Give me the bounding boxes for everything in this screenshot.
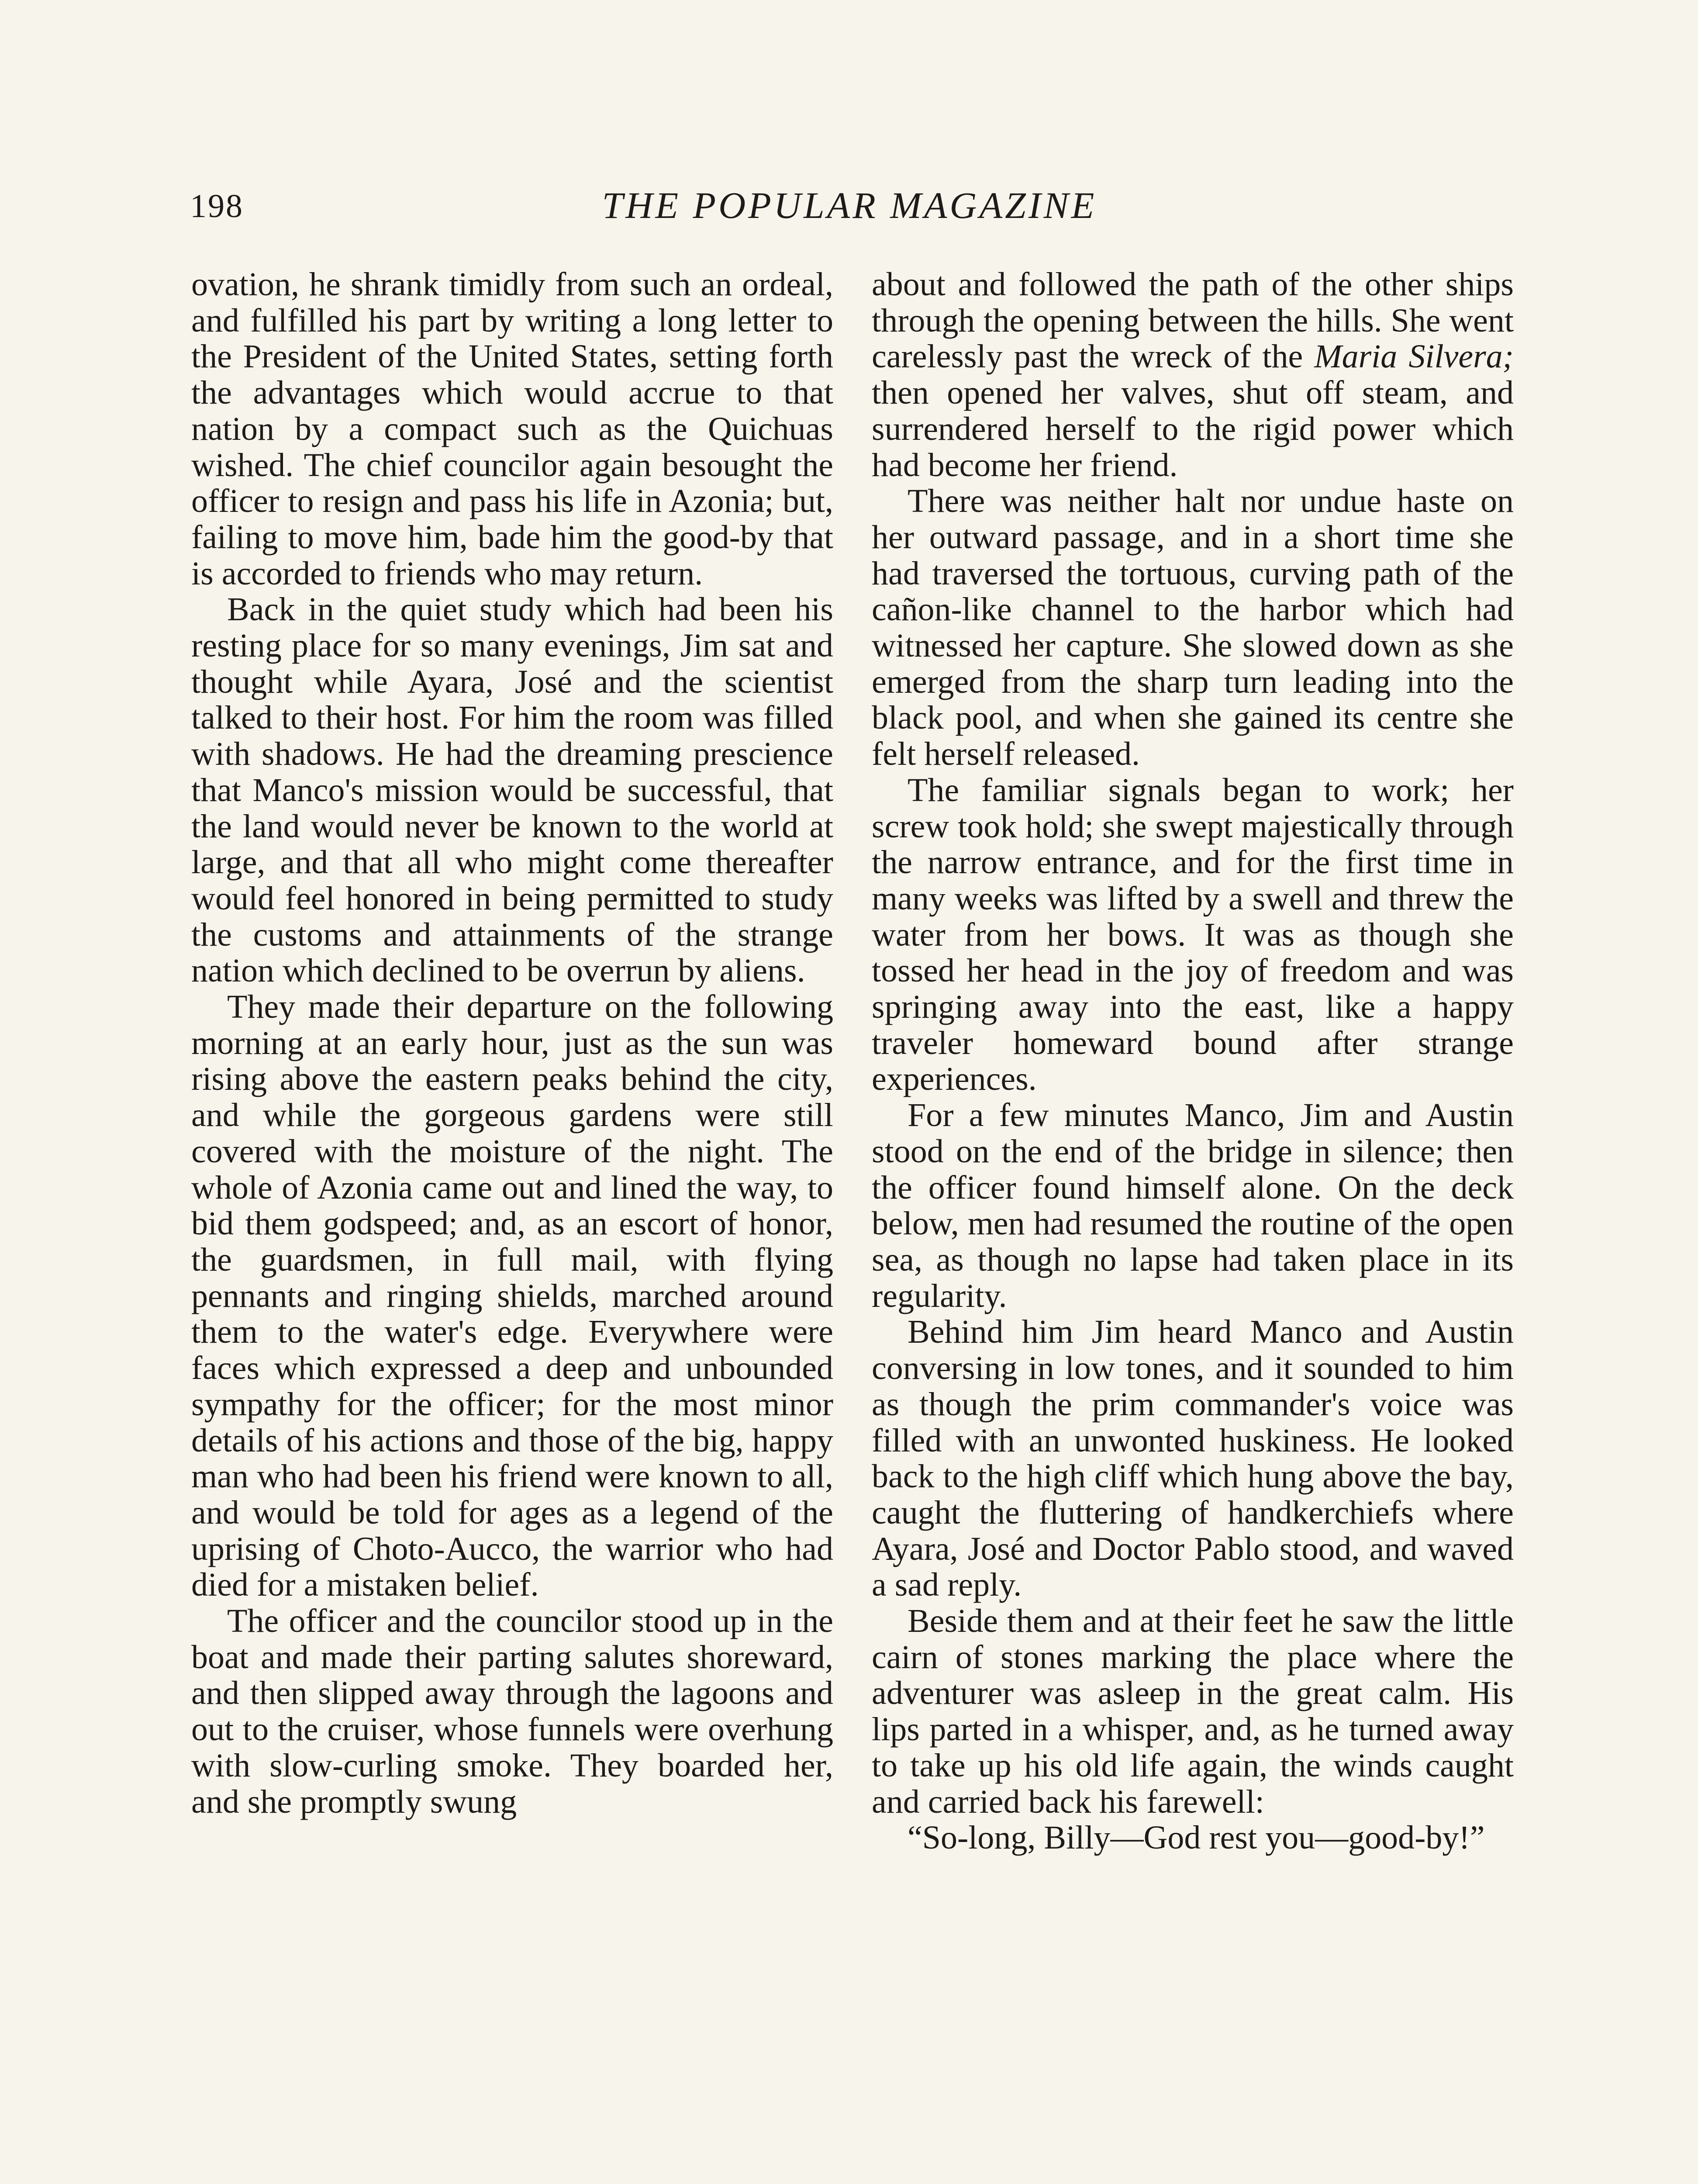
ship-name: Maria Silvera; [1314,338,1514,375]
page-number: 198 [190,188,244,225]
paragraph: Behind him Jim heard Manco and Austin conversing in low tones, and it sounded to him as though the prim commander's voice was filled with an unwonted huskiness. He looked back to the high cliff which hung above the bay, caught the fluttering of handkerchiefs where Ayara, José and Doctor Pablo stood, and waved a sad reply. [872,1313,1514,1603]
paragraph: The officer and the councilor stood up in the boat and made their parting salutes shoreward, and then slipped away through the lagoons and out to the cruiser, whose funnels were overhung with slow-curling smoke. They boarded her, and she promptly swung [191,1603,833,1820]
paragraph: Beside them and at their feet he saw the little cairn of stones marking the place where the adventurer was asleep in the great calm. His lips parted in a whisper, and, as he turned away to take up his old life again, the winds caught and carried back his farewell: [872,1603,1514,1820]
running-title: THE POPULAR MAGAZINE [602,184,1097,226]
right-text-column [872,266,1514,2184]
paragraph: There was neither halt nor undue haste on her outward passage, and in a short time she had traversed the tortuous, curving path of the cañon-like channel to the harbor which had witnessed her capture. She slowed down as she emerged from the sharp turn leading into the black pool, and when she gained its centre she felt herself released. [872,483,1514,773]
left-text-column [191,266,833,2184]
paragraph: Back in the quiet study which had been his resting place for so many evenings, Jim sat and thought while Ayara, José and the scientist talked to their host. For him the room was filled with shadows. He had the dreaming prescience that Manco's mission would be successful, that the land would never be known to the world at large, and that all who might come thereafter would feel honored in being permitted to study the customs and attainments of the strange nation which declined to be overrun by aliens. [191,591,833,989]
paragraph [872,266,1514,483]
paragraph: The familiar signals began to work; her screw took hold; she swept majestically through the narrow entrance, and for the first time in many weeks was lifted by a swell and threw the water from her bows. It was as though she tossed her head in the joy of freedom and was springing away into the east, like a happy traveler homeward bound after strange experiences. [872,771,1514,1098]
closing-quote: “So-long, Billy—God rest you—good-by!” [908,1819,1485,1856]
paragraph: For a few minutes Manco, Jim and Austin stood on the end of the bridge in silence; then the officer found himself alone. On the deck below, men had resumed the routine of the open sea, as though no lapse had taken place in its regularity. [872,1097,1514,1314]
paragraph: They made their departure on the following morning at an early hour, just as the sun was rising above the eastern peaks behind the city, and while the gorgeous gardens were still covered with the moisture of the night. The whole of Azonia came out and lined the way, to bid them godspeed; and, as an escort of honor, the guardsmen, in full mail, with flying pennants and ringing shields, marched around them to the water's edge. Everywhere were faces which expressed a deep and unbounded sympathy for the officer; for the most minor details of his actions and those of the big, happy man who had been his friend were known to all, and would be told for ages as a legend of the uprising of Choto-Aucco, the warrior who had died for a mistaken belief. [191,988,833,1603]
paragraph-text: about and followed the path of the other ships through the opening between the hills. She went carelessly past the wreck of the [872,266,1514,375]
page-header [190,175,1509,245]
paragraph-text: then opened her valves, shut off steam, and surrendered herself to the rigid power which had become her friend. [872,374,1514,484]
paragraph: ovation, he shrank timidly from such an ordeal, and fulfilled his part by writing a long letter to the President of the United States, setting forth the advantages which would accrue to that nation by a compact such as the Quichuas wished. The chief councilor again besought the officer to resign and pass his life in Azonia; but, failing to move him, bade him the good-by that is accorded to friends who may return. [191,266,833,592]
